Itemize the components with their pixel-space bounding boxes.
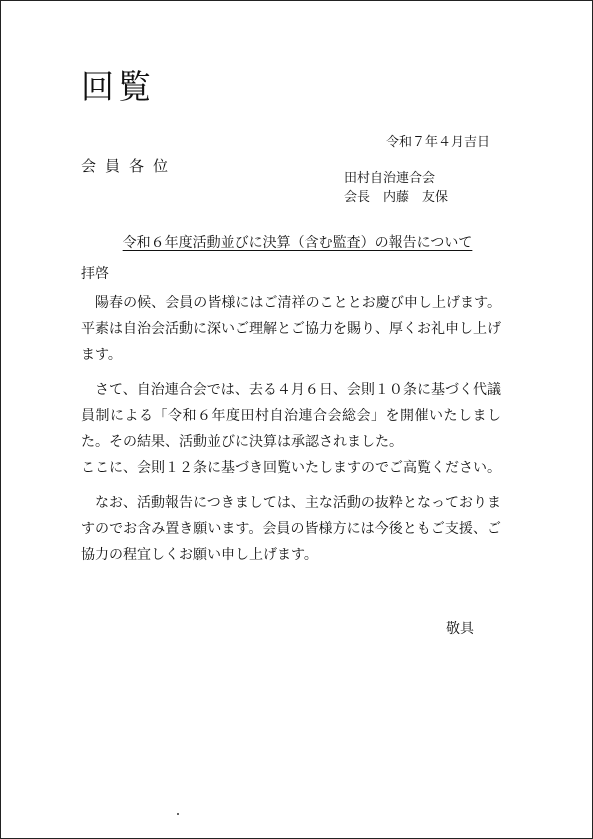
closing-remark: 敬具 [446, 621, 474, 637]
scan-speck [177, 813, 179, 815]
addressee: 会員各位 [81, 157, 178, 175]
subject-line [1, 233, 593, 253]
body-paragraph: ここに、会則１２条に基づき回覧いたしますのでご高覧ください。 [81, 460, 501, 476]
sender-organization: 田村自治連合会 [344, 171, 436, 186]
document-heading: 回覧 [81, 67, 155, 106]
subject-text: 令和６年度活動並びに決算（含む監査）の報告について [122, 235, 473, 251]
letter-body [81, 290, 501, 568]
sender-name: 会長 内藤 友保 [344, 190, 449, 205]
body-paragraph: なお、活動報告につきましては、主な活動の抜粋となっておりますのでお含み置き願います。会員の皆様方には今後ともご支援、ご協力の程宜しくお願い申し上げます。 [81, 495, 501, 563]
body-paragraph: 陽春の候、会員の皆様にはご清祥のこととお慶び申し上げます。平素は自治会活動に深いご理解とご協力を賜り、厚くお礼申し上げます。 [81, 295, 501, 363]
salutation: 拝啓 [81, 266, 109, 282]
document-date: 令和７年４月吉日 [385, 135, 490, 150]
body-paragraph: さて、自治連合会では、去る４月６日、会則１０条に基づく代議員制による「令和６年度田村自治連合会総会」を開催いたしました。その結果、活動並びに決算は承認されました。 [81, 382, 501, 450]
